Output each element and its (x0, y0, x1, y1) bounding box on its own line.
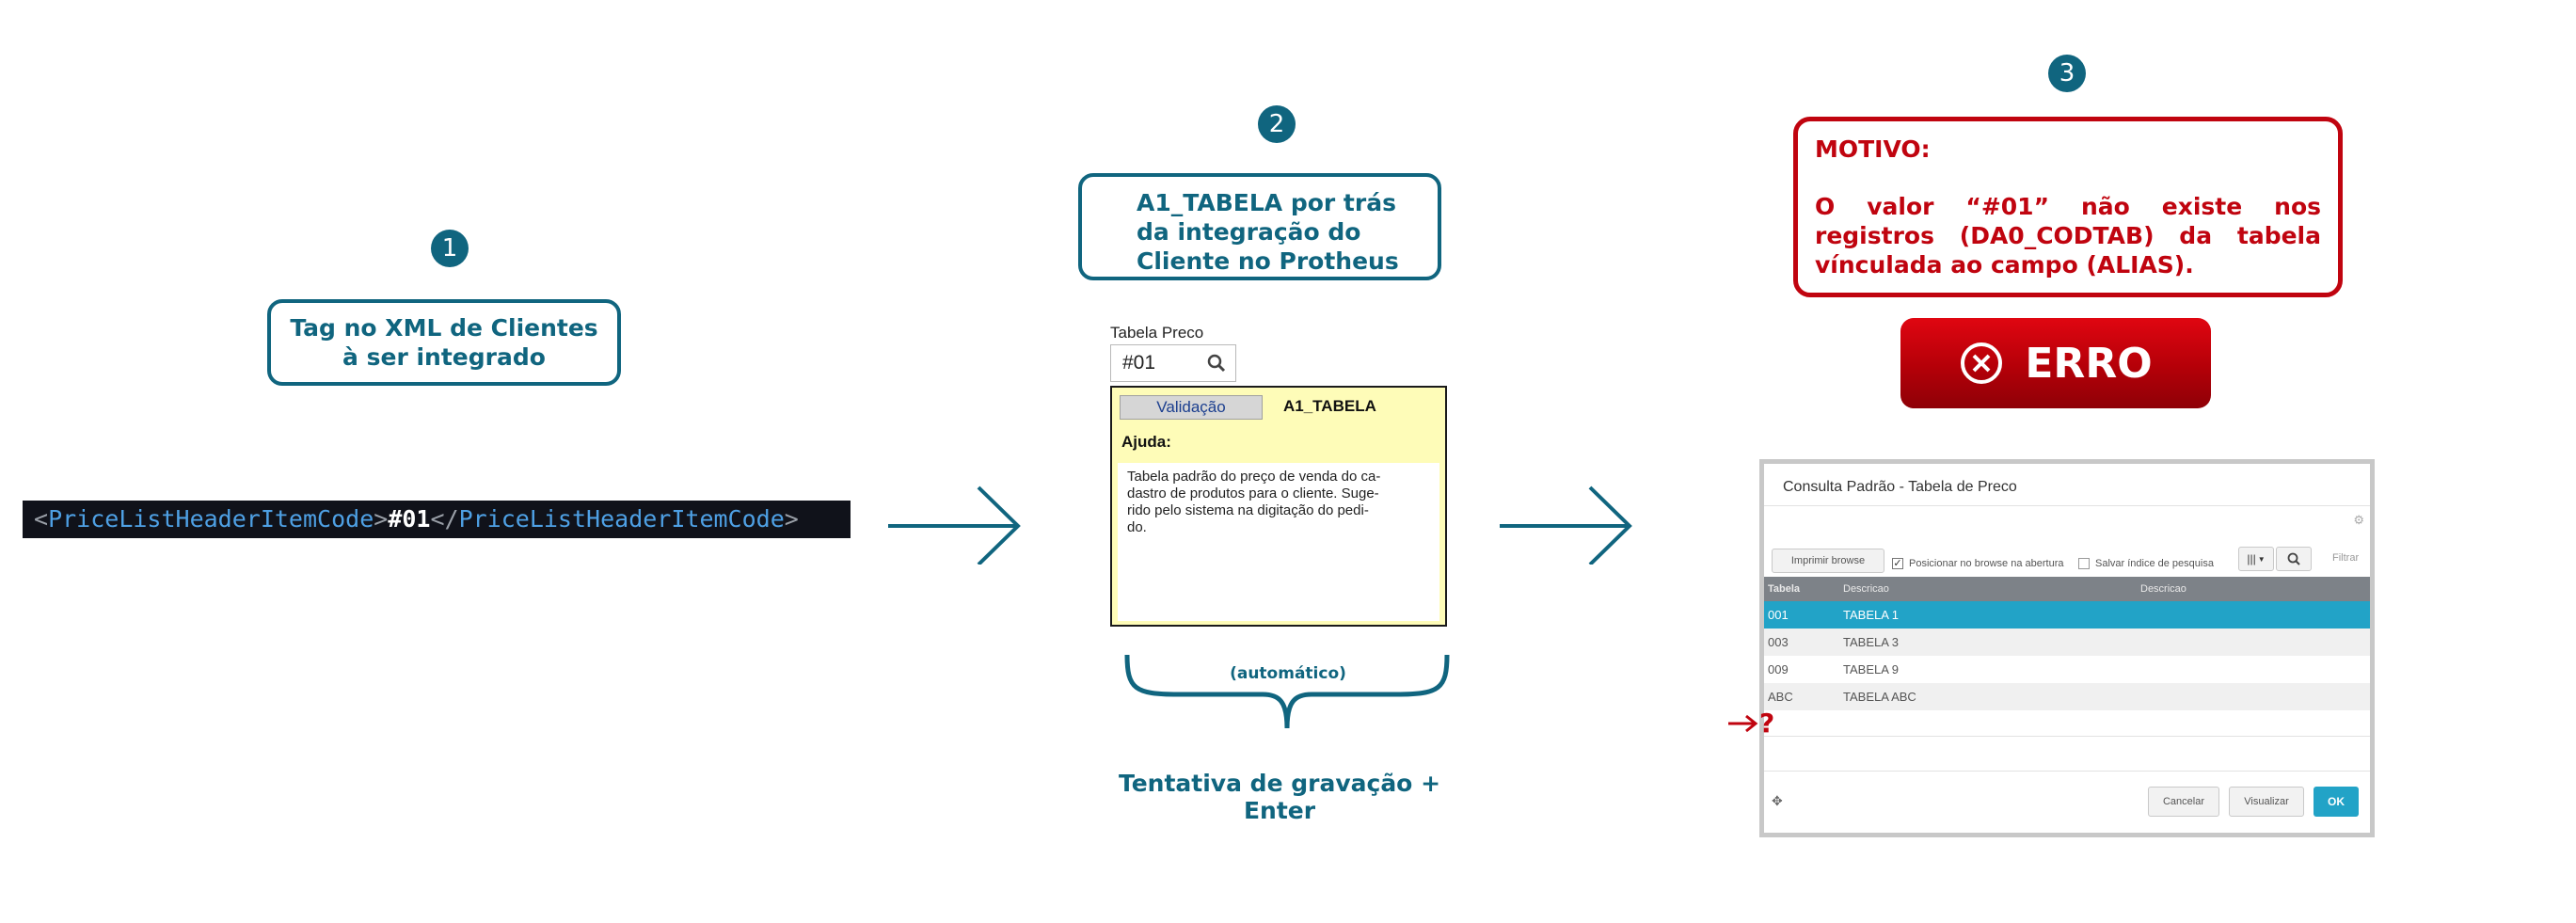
help-text-body: Tabela padrão do preço de venda do ca-dastro de produtos para o cliente. Suge-rido pelo sistema na digitação do pedi-do. (1127, 469, 1381, 535)
col-descricao-header[interactable]: Descricao (1843, 583, 1889, 595)
table-header (1764, 577, 2370, 601)
cell-descricao: TABELA 3 (1843, 635, 1900, 649)
arrow-right-icon (1727, 714, 1759, 733)
step-1-number: 1 (431, 230, 469, 267)
footer-divider (1764, 771, 2370, 772)
table-row[interactable] (1764, 656, 2370, 683)
col-tabela-header[interactable]: Tabela (1768, 583, 1801, 595)
ok-button[interactable]: OK (2314, 787, 2359, 817)
question-mark: ? (1759, 708, 1775, 739)
cell-descricao: TABELA 1 (1843, 608, 1900, 622)
step-2-callout (1078, 173, 1441, 280)
view-button[interactable]: Visualizar (2229, 787, 2304, 817)
step-3-number: 3 (2048, 55, 2086, 92)
move-handle-icon[interactable]: ✥ (1772, 793, 1783, 808)
check-posicionar-label: Posicionar no browse na abertura (1909, 558, 2064, 569)
step-2-caption: Tentativa de gravação + Enter (1118, 770, 1441, 824)
curly-brace-icon (1121, 651, 1460, 732)
cell-tabela: 009 (1768, 662, 1789, 676)
erro-label: ERRO (2025, 339, 2153, 388)
dialog-title: Consulta Padrão - Tabela de Preco (1783, 479, 2017, 495)
motivo-title: MOTIVO: (1815, 135, 1931, 163)
chevron-down-icon: ▼ (2257, 554, 2266, 564)
dialog-divider (1764, 505, 2370, 506)
search-button[interactable] (2276, 547, 2312, 571)
check-salvar-indice[interactable] (2078, 558, 2090, 569)
xml-value: #01 (388, 505, 431, 533)
filter-link[interactable]: Filtrar (2332, 552, 2360, 564)
cell-tabela: ABC (1768, 690, 1793, 704)
cancel-button[interactable]: Cancelar (2148, 787, 2219, 817)
step-1-callout-text: Tag no XML de Clientes à ser integrado (290, 314, 598, 371)
step-1-callout (267, 299, 621, 386)
xml-open-gt: > (374, 505, 389, 533)
columns-toggle-button[interactable] (2238, 547, 2274, 571)
erro-banner (1900, 318, 2211, 408)
check-posicionar[interactable]: ✓ (1893, 558, 1902, 569)
tab-a1-tabela[interactable]: A1_TABELA (1283, 397, 1376, 415)
cell-tabela: 001 (1768, 608, 1789, 622)
arrow-right-icon (884, 480, 1026, 565)
cell-descricao: TABELA 9 (1843, 662, 1900, 676)
xml-open-lt: < (34, 505, 49, 533)
step-2-callout-text: A1_TABELA por trás da integração do Cliente no Protheus (1137, 189, 1399, 275)
field-label: Tabela Preco (1110, 324, 1204, 342)
xml-close-gt: > (784, 505, 799, 533)
xml-tag-snippet (23, 501, 851, 538)
brace-label: (automático) (1230, 664, 1346, 683)
tabela-preco-input[interactable] (1110, 344, 1236, 382)
empty-table-row (1764, 710, 2370, 737)
motivo-box (1793, 117, 2343, 297)
search-icon (2287, 552, 2300, 565)
gear-icon[interactable]: ⚙ (2353, 513, 2364, 527)
check-salvar-label: Salvar índice de pesquisa (2095, 558, 2214, 569)
table-row[interactable] (1764, 629, 2370, 656)
help-panel (1110, 386, 1447, 627)
print-browse-button[interactable]: Imprimir browse (1772, 549, 1884, 573)
consulta-padrao-dialog (1759, 459, 2375, 837)
cell-tabela: 003 (1768, 635, 1789, 649)
missing-value-marker (1727, 708, 1774, 739)
col-descricao2-header[interactable]: Descricao (2140, 583, 2186, 595)
tab-validacao[interactable]: Validação (1120, 395, 1263, 420)
xml-open-tag: PriceListHeaderItemCode (48, 505, 374, 533)
help-text (1118, 463, 1439, 621)
search-icon[interactable] (1207, 354, 1226, 373)
table-row[interactable] (1764, 601, 2370, 629)
error-x-icon (1959, 341, 2004, 386)
tabela-preco-value: #01 (1122, 352, 1156, 374)
arrow-right-icon (1496, 480, 1637, 565)
xml-close-tag: PriceListHeaderItemCode (458, 505, 785, 533)
motivo-text: O valor “#01” não existe nos registros (DA0_CODTAB) da tabela vínculada ao campo (ALIAS). (1815, 193, 2321, 278)
columns-icon: ||| (2247, 552, 2256, 565)
xml-close-lt: </ (430, 505, 459, 533)
cell-descricao: TABELA ABC (1843, 690, 1916, 704)
help-title: Ajuda: (1121, 433, 1171, 451)
table-row[interactable] (1764, 683, 2370, 710)
step-2-number: 2 (1258, 105, 1296, 143)
